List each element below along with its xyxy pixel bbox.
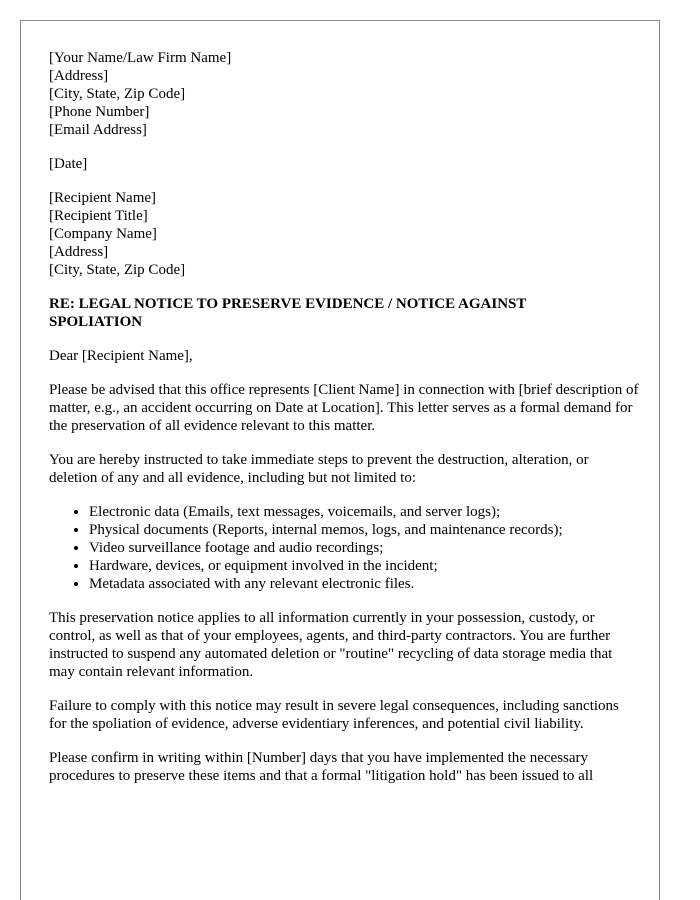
- salutation: Dear [Recipient Name],: [49, 348, 193, 364]
- paragraph-instruction: You are hereby instructed to take immediate steps to prevent the destruction, alteration, or deletion of any and all evidence, including but not limited to:: [49, 452, 589, 486]
- recipient-title: [Recipient Title]: [49, 208, 148, 224]
- subject-line: [49, 295, 639, 331]
- recipient-company: [Company Name]: [49, 226, 157, 242]
- subject-line-1: RE: LEGAL NOTICE TO PRESERVE EVIDENCE / NOTICE AGAINST: [49, 296, 527, 312]
- letter-date: [Date]: [49, 156, 88, 172]
- recipient-address: [Address]: [49, 244, 109, 260]
- subject-line-2: SPOLIATION: [49, 314, 143, 330]
- sender-block: [49, 49, 639, 139]
- list-item: • Physical documents (Reports, internal memos, logs, and maintenance records);: [89, 521, 639, 539]
- recipient-city-state-zip: [City, State, Zip Code]: [49, 262, 186, 278]
- evidence-list: [49, 503, 639, 593]
- recipient-name: [Recipient Name]: [49, 190, 157, 206]
- date-block: [49, 155, 639, 173]
- list-item: • Metadata associated with any relevant electronic files.: [89, 575, 639, 593]
- letter-page: [20, 20, 660, 900]
- sender-city-state-zip: [City, State, Zip Code]: [49, 86, 186, 102]
- paragraph-consequences: Failure to comply with this notice may result in severe legal consequences, including sanctions for the spoliation of evidence, adverse evidentiary inferences, and potential civil liability.: [49, 698, 619, 732]
- list-item: • Video surveillance footage and audio recordings;: [89, 539, 639, 557]
- letter-content: [49, 49, 639, 801]
- paragraph-confirmation: Please confirm in writing within [Number] days that you have implemented the necessary procedures to preserve these items and that a formal "litigation hold" has been issued to all: [49, 750, 594, 784]
- recipient-block: [49, 189, 639, 279]
- paragraph-scope: This preservation notice applies to all information currently in your possession, custody, or control, as well as that of your employees, agents, and third-party contractors. You are further instructed to suspend any automated deletion or "routine" recycling of data storage media that may contain relevant information.: [49, 610, 613, 680]
- sender-phone: [Phone Number]: [49, 104, 150, 120]
- list-item: • Electronic data (Emails, text messages, voicemails, and server logs);: [89, 503, 639, 521]
- sender-email: [Email Address]: [49, 122, 147, 138]
- sender-name: [Your Name/Law Firm Name]: [49, 50, 232, 66]
- list-item: • Hardware, devices, or equipment involved in the incident;: [89, 557, 639, 575]
- paragraph-representation: Please be advised that this office represents [Client Name] in connection with [brief description of matter, e.g., an accident occurring on Date at Location]. This letter serves as a formal demand for the preservation of all evidence relevant to this matter.: [49, 382, 639, 434]
- sender-address: [Address]: [49, 68, 109, 84]
